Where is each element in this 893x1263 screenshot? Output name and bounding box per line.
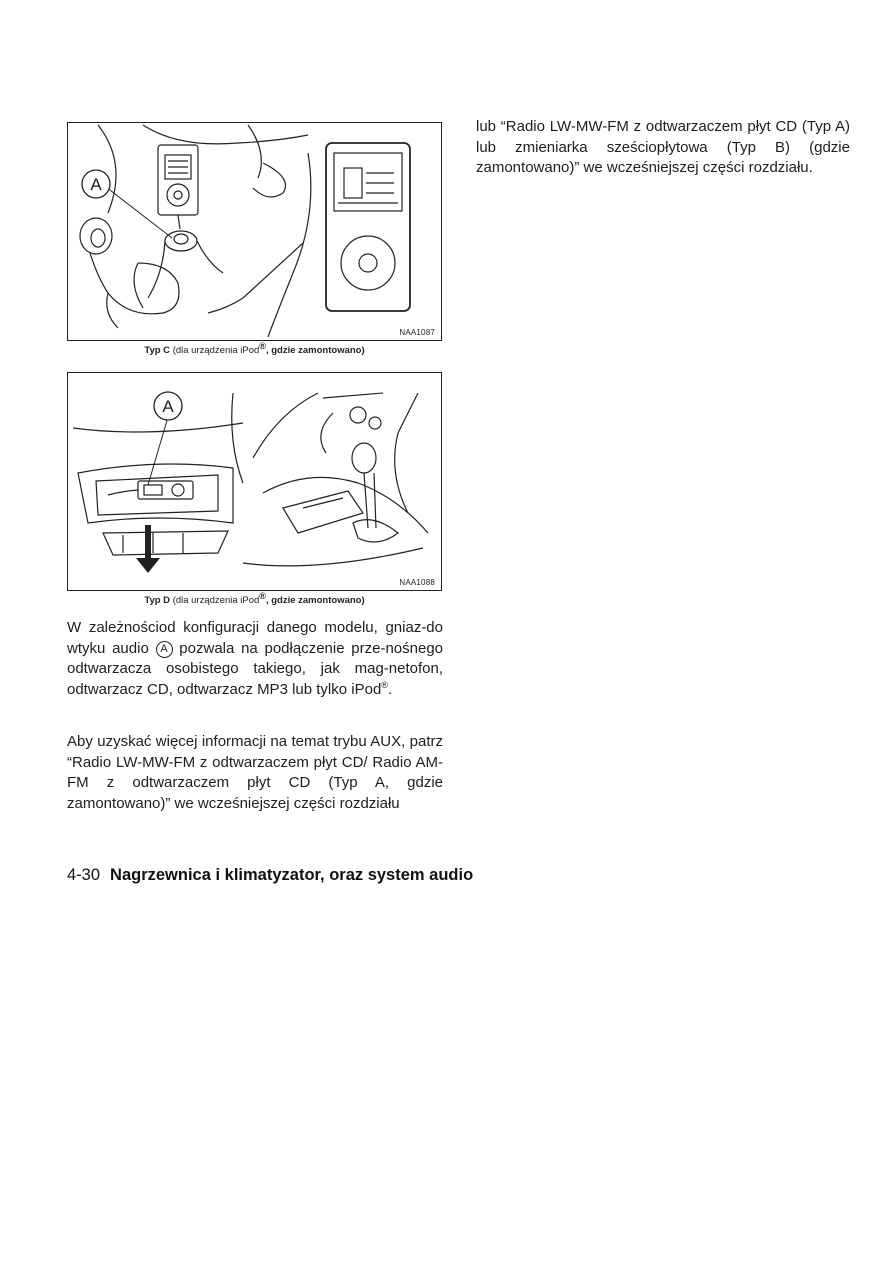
- paragraph-end: .: [387, 680, 393, 698]
- paragraph-text-cont: pozwala na podłączenie prze-nośnego odtwarzacza osobistego takiego, jak mag-netofon, odtwarzacz CD, odtwarzacz MP3 lub tylko iPod: [67, 639, 444, 698]
- registered-mark: ®: [259, 590, 266, 601]
- caption-type-label: Typ C: [144, 345, 171, 356]
- illustration-glovebox-ipod: [68, 373, 440, 589]
- figure-ipod-type-d: [67, 372, 442, 591]
- caption-text: (dla urządzenia iPod: [172, 345, 260, 356]
- figure-ipod-type-c: [67, 122, 442, 341]
- callout-label-a: A: [162, 397, 174, 416]
- body-paragraph-aux-jack: [67, 618, 443, 700]
- figure-caption: [67, 590, 442, 606]
- caption-type-label: Typ D: [144, 595, 171, 606]
- callout-label-a: A: [90, 175, 102, 194]
- circled-a-symbol: A: [156, 641, 173, 658]
- body-paragraph-aux-info: Aby uzyskać więcej informacji na temat trybu AUX, patrz “Radio LW-MW-FM z odtwarzaczem płyt CD/ Radio AM-FM z odtwarzaczem płyt CD (Typ A, gdzie zamontowano)” we wcześniejszej części rozdziału: [67, 733, 443, 812]
- caption-text-end: , gdzie zamontowano): [265, 345, 365, 356]
- section-title: Nagrzewnica i klimatyzator, oraz system audio: [110, 866, 474, 884]
- paragraph-text: W zależnościod konfiguracji danego modelu, gniaz-do wtyku audio: [67, 619, 443, 657]
- page-footer: [67, 866, 473, 885]
- illustration-console-ipod: [68, 123, 440, 339]
- registered-mark: ®: [259, 340, 266, 351]
- figure-caption: [67, 340, 442, 356]
- caption-text: (dla urządzenia iPod: [172, 595, 260, 606]
- body-paragraph-continued: lub “Radio LW-MW-FM z odtwarzaczem płyt CD (Typ A) lub zmieniarka sześciopłytowa (Typ B) (gdzie zamontowano)” we wcześniejszej części rozdziału.: [476, 118, 850, 177]
- registered-mark: ®: [381, 679, 388, 690]
- figure-code: NAA1087: [399, 328, 435, 337]
- page-number: 4-30: [67, 866, 101, 884]
- figure-code: NAA1088: [399, 578, 435, 587]
- caption-text-end: , gdzie zamontowano): [265, 595, 365, 606]
